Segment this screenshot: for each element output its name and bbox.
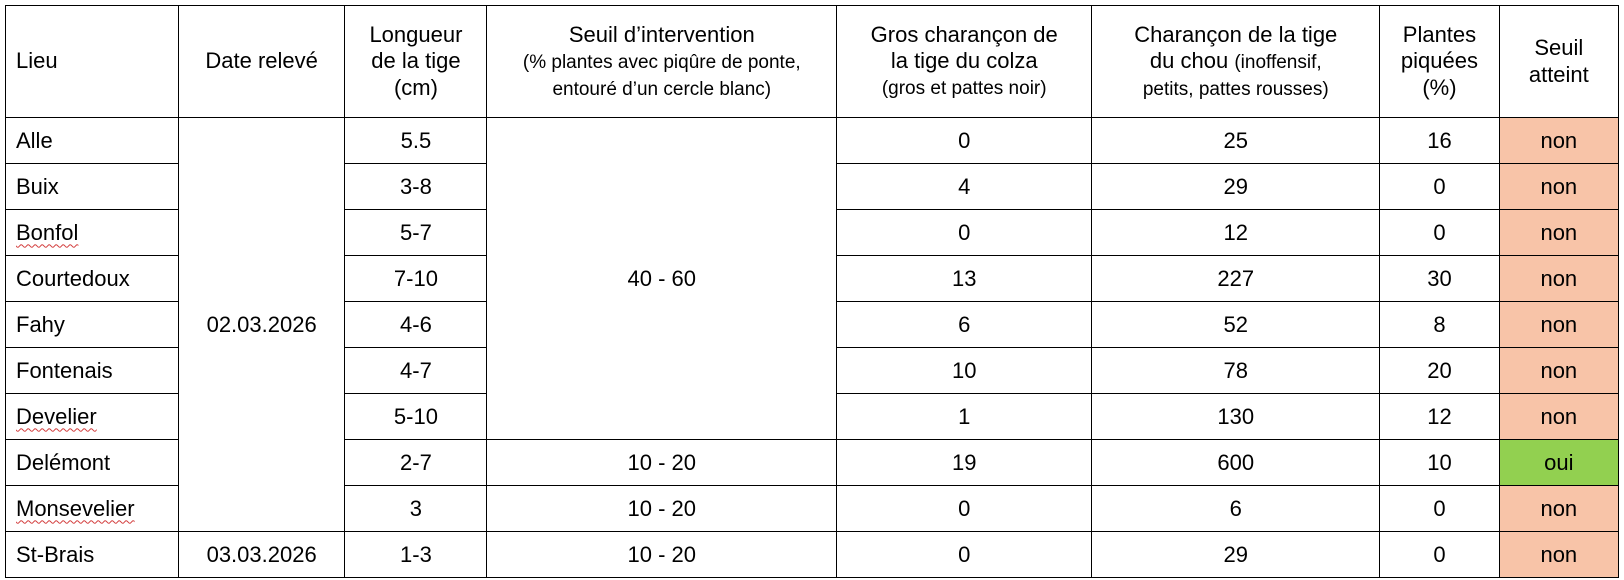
table-row [6,118,1619,164]
cell-gros: 1 [837,394,1092,440]
cell-plantes: 30 [1380,256,1499,302]
cell-lieu: Delémont [6,440,179,486]
col-header-charancon-chou: Charançon de la tige du chou (inoffensif, petits, pattes rousses) [1092,6,1380,118]
cell-date-group2: 03.03.2026 [178,532,345,578]
cell-chou: 12 [1092,210,1380,256]
cell-plantes: 0 [1380,532,1499,578]
cell-gros: 0 [837,532,1092,578]
cell-chou: 227 [1092,256,1380,302]
cell-plantes: 0 [1380,486,1499,532]
cell-atteint: non [1499,394,1618,440]
cell-gros: 4 [837,164,1092,210]
table-row [6,532,1619,578]
cell-gros: 6 [837,302,1092,348]
col-header-lieu: Lieu [6,6,179,118]
cell-lieu: Bonfol [6,210,179,256]
cell-seuil: 10 - 20 [487,486,837,532]
col-header-date: Date relevé [178,6,345,118]
cell-seuil: 10 - 20 [487,532,837,578]
cell-longueur: 2-7 [345,440,487,486]
cell-lieu: Fahy [6,302,179,348]
cell-lieu: Develier [6,394,179,440]
cell-atteint: non [1499,302,1618,348]
cell-plantes: 16 [1380,118,1499,164]
cell-chou: 78 [1092,348,1380,394]
cell-lieu: Courtedoux [6,256,179,302]
cell-longueur: 3 [345,486,487,532]
cell-seuil-group1: 40 - 60 [487,118,837,440]
cell-chou: 600 [1092,440,1380,486]
cell-gros: 0 [837,210,1092,256]
cell-lieu: Fontenais [6,348,179,394]
col-header-plantes-piquees: Plantes piquées (%) [1380,6,1499,118]
col-header-seuil-intervention: Seuil d’intervention (% plantes avec piqûre de ponte, entouré d’un cercle blanc) [487,6,837,118]
cell-gros: 19 [837,440,1092,486]
cell-atteint: non [1499,486,1618,532]
cell-atteint: non [1499,210,1618,256]
cell-plantes: 10 [1380,440,1499,486]
cell-atteint: non [1499,118,1618,164]
cell-chou: 25 [1092,118,1380,164]
cell-plantes: 20 [1380,348,1499,394]
cell-lieu: Alle [6,118,179,164]
cell-chou: 29 [1092,532,1380,578]
cell-gros: 0 [837,486,1092,532]
cell-lieu: St-Brais [6,532,179,578]
cell-chou: 6 [1092,486,1380,532]
cell-longueur: 5.5 [345,118,487,164]
cell-longueur: 4-7 [345,348,487,394]
cell-longueur: 1-3 [345,532,487,578]
header-row [6,6,1619,118]
cell-lieu: Buix [6,164,179,210]
cell-longueur: 5-10 [345,394,487,440]
cell-gros: 10 [837,348,1092,394]
cell-chou: 29 [1092,164,1380,210]
cell-gros: 0 [837,118,1092,164]
cell-longueur: 3-8 [345,164,487,210]
col-header-seuil-atteint: Seuil atteint [1499,6,1618,118]
cell-plantes: 0 [1380,210,1499,256]
cell-atteint: non [1499,348,1618,394]
cell-longueur: 7-10 [345,256,487,302]
cell-longueur: 4-6 [345,302,487,348]
cell-plantes: 12 [1380,394,1499,440]
cell-gros: 13 [837,256,1092,302]
cell-lieu: Monsevelier [6,486,179,532]
cell-chou: 52 [1092,302,1380,348]
cell-atteint: oui [1499,440,1618,486]
monitoring-table [5,5,1619,578]
cell-chou: 130 [1092,394,1380,440]
cell-atteint: non [1499,256,1618,302]
col-header-gros-charancon: Gros charançon de la tige du colza (gros et pattes noir) [837,6,1092,118]
cell-date-group1: 02.03.2026 [178,118,345,532]
cell-atteint: non [1499,164,1618,210]
cell-longueur: 5-7 [345,210,487,256]
cell-plantes: 8 [1380,302,1499,348]
cell-plantes: 0 [1380,164,1499,210]
cell-seuil: 10 - 20 [487,440,837,486]
col-header-longueur: Longueur de la tige (cm) [345,6,487,118]
cell-atteint: non [1499,532,1618,578]
